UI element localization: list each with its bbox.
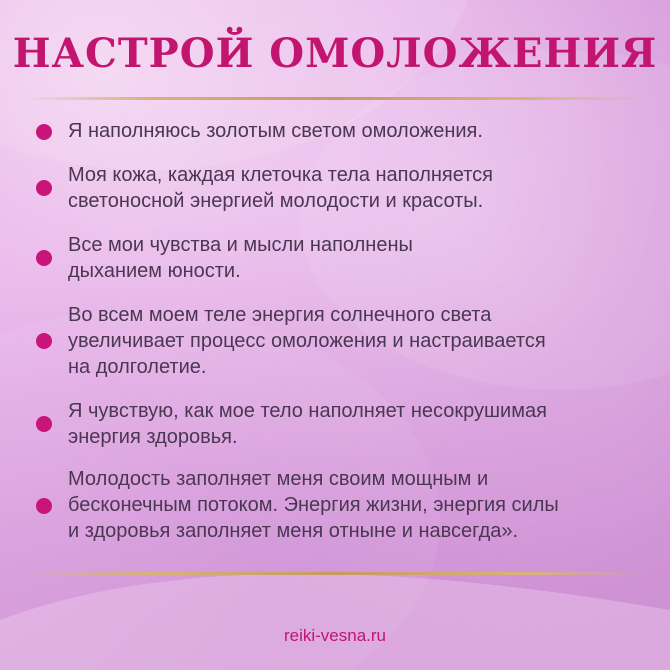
website-link[interactable]: reiki-vesna.ru (283, 626, 387, 645)
item-text: Молодость заполняет меня своим мощным и бесконечным потоком. Энергия жизни, энергия силы и здоровья заполняет меня отныне и навсегда». (68, 468, 559, 542)
bullet-icon (36, 498, 52, 514)
item-text: Во всем моем теле энергия солнечного света увеличивает процесс омоложения и настраивается на долголетие. (68, 304, 546, 378)
item-text: Все мои чувства и мысли наполнены дыханием юности. (68, 234, 413, 282)
item-text: Моя кожа, каждая клеточка тела наполняется светоносной энергией молодости и красоты. (68, 164, 493, 212)
bullet-icon (36, 180, 52, 196)
bullet-icon (36, 124, 52, 140)
item-text: Я наполняюсь золотым светом омоложения. (68, 120, 483, 142)
gold-divider-top (22, 97, 648, 100)
gold-divider-bottom (22, 572, 648, 575)
bullet-icon (36, 333, 52, 349)
item-text: Я чувствую, как мое тело наполняет несокрушимая энергия здоровья. (68, 400, 547, 448)
page-title: НАСТРОЙ ОМОЛОЖЕНИЯ (12, 30, 658, 77)
bullet-icon (36, 250, 52, 266)
bullet-icon (36, 416, 52, 432)
